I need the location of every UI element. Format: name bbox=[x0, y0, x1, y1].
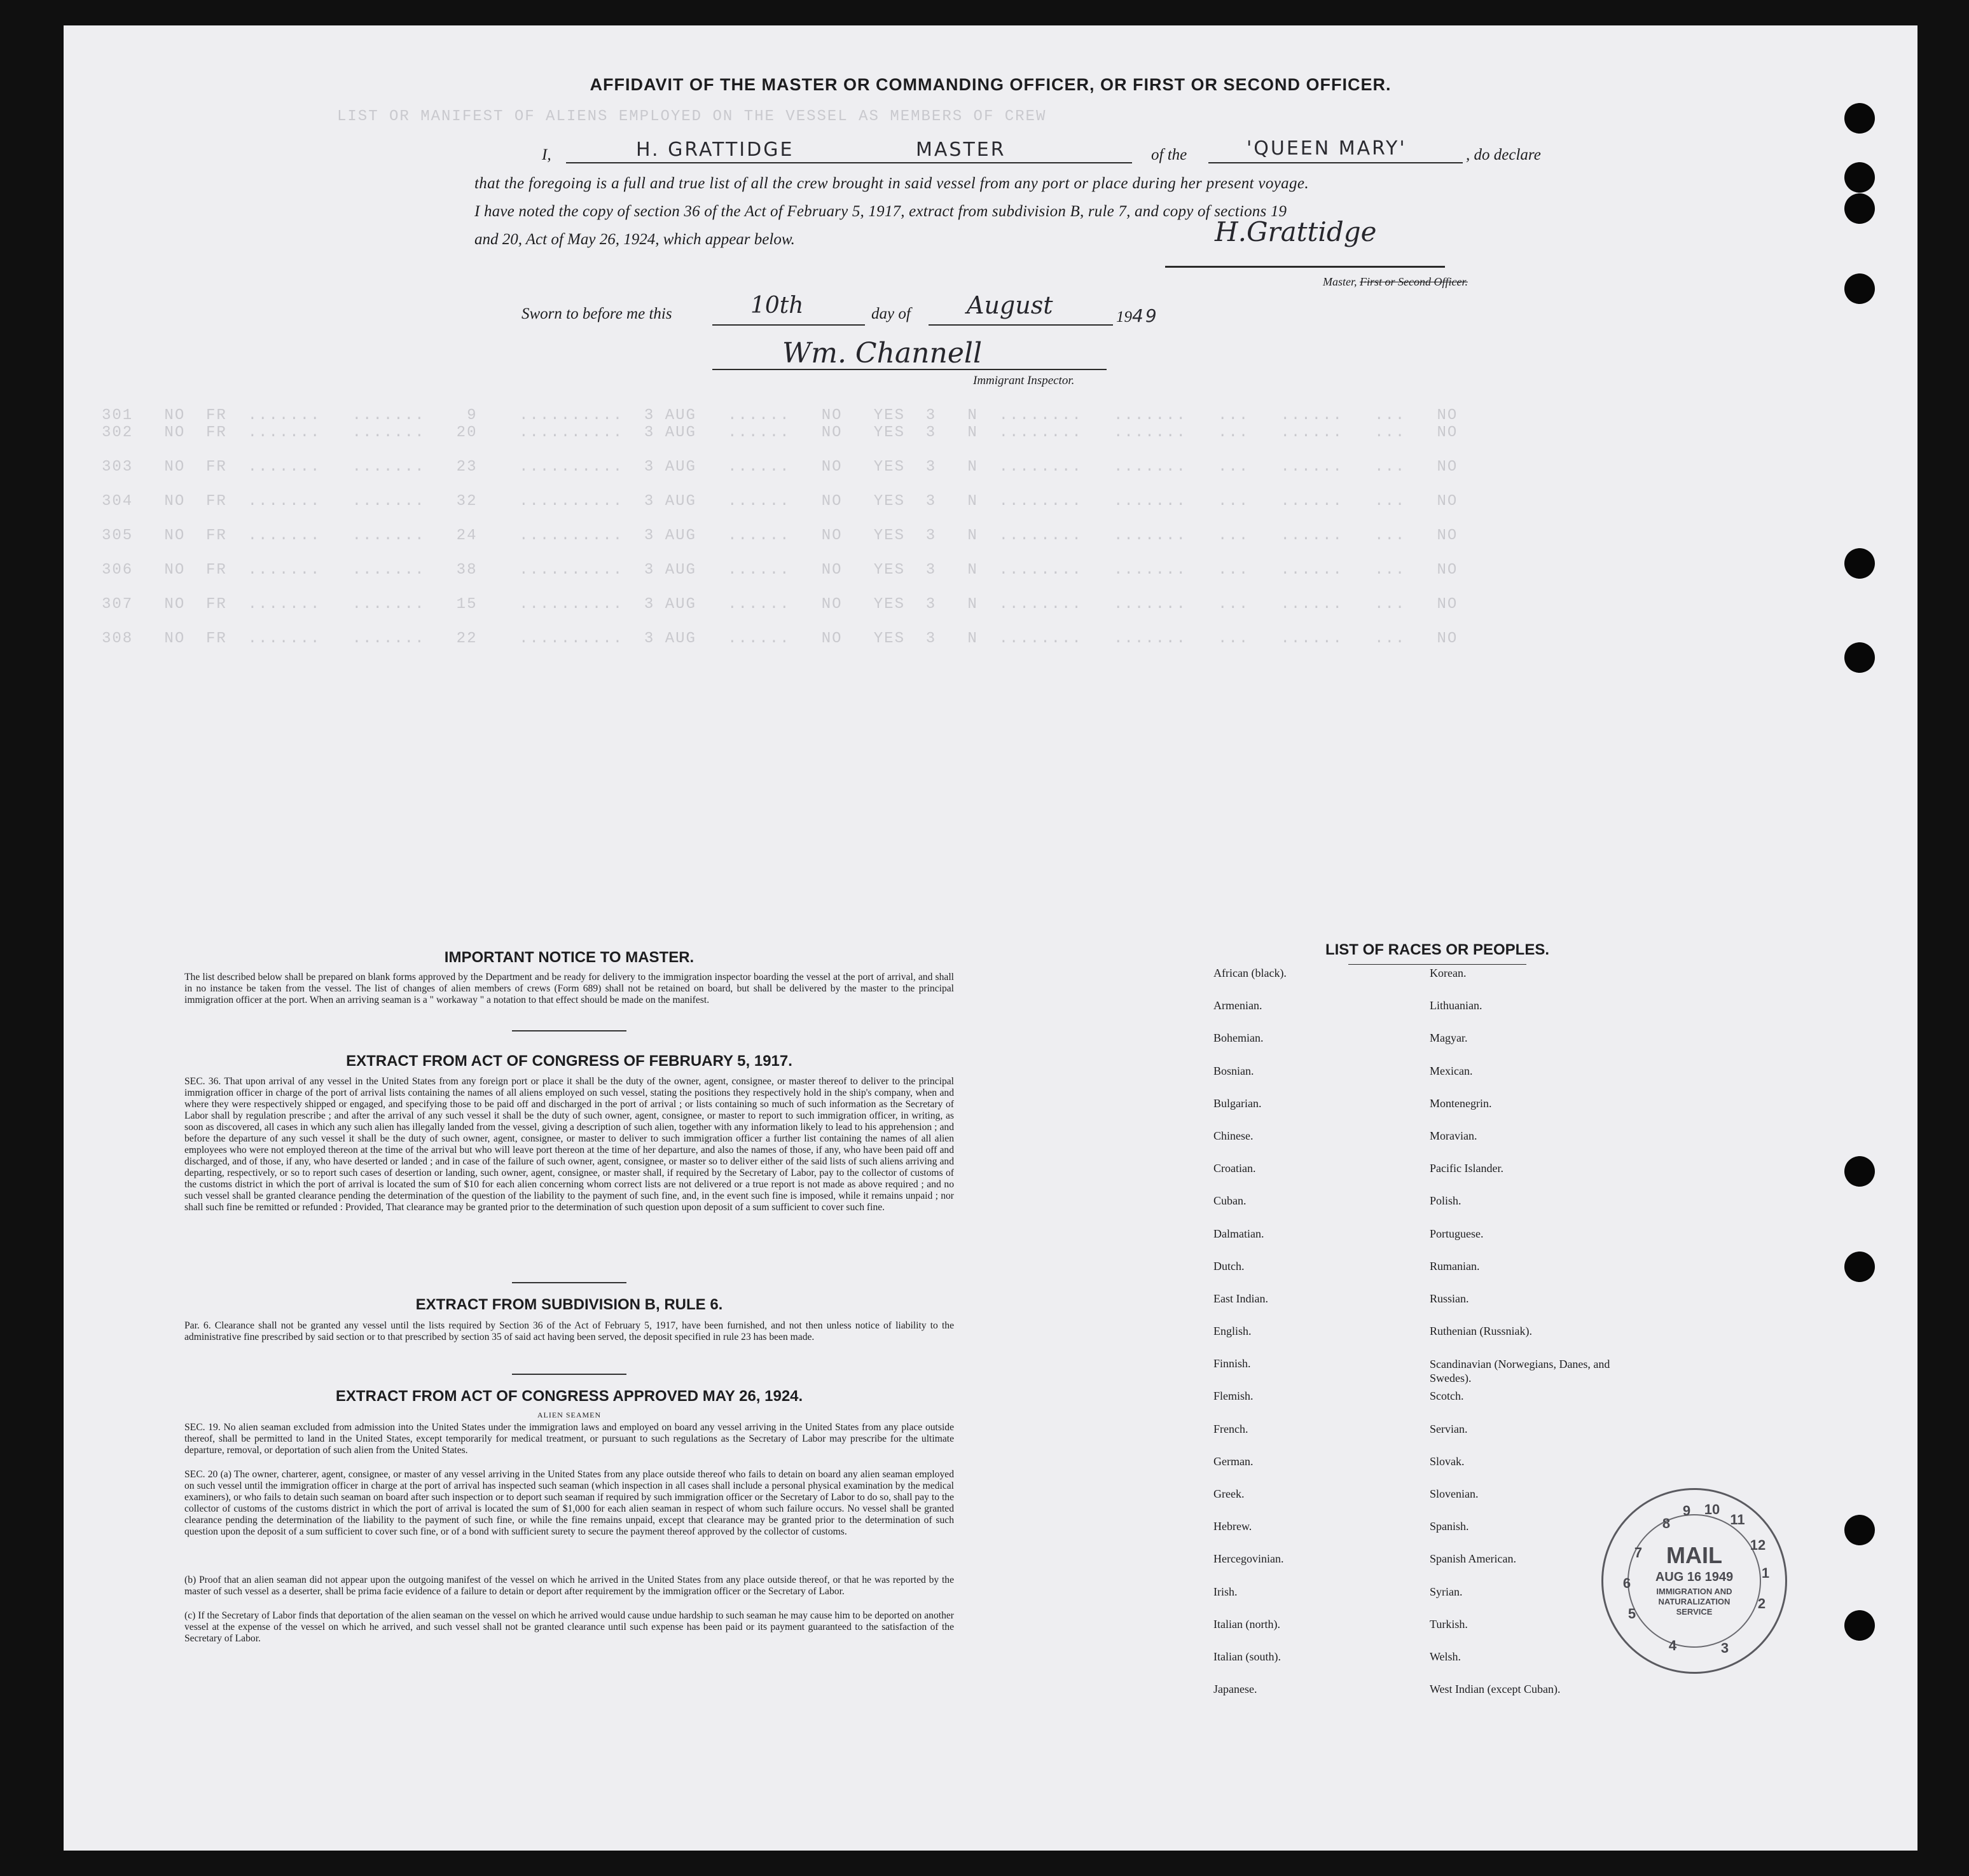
extract-1924-sec19: SEC. 19. No alien seaman excluded from admission into the United States under the immigration laws and employed on board any vessel arriving in the United States from any place outside thereof, shall be permitted to land in the United States, except temporarily for medical treatment, or pursuant to such regulations as the Secretary of Labor may prescribe for the ultimate departure, removal, or deportation of such alien from the United States. bbox=[184, 1422, 954, 1456]
race-item: Bulgarian. bbox=[1213, 1096, 1262, 1110]
stamp-number: 6 bbox=[1622, 1575, 1631, 1591]
bleed-through-rows: 301 NO FR ....... ....... 9 .......... 3 AUG ...... NO YES 3 N ........ ....... ... ...... ... NO 302 NO FR ....... ....... 20 .......... 3 AUG ...... NO YES 3 N ........ ....... ... ...... ... NO 303 NO FR ....... ....... 23 .......... 3 AUG ...... NO YES 3 N ........ ....... ... ...... ... NO 304 NO FR ....... ....... 32 .......... 3 AUG ...... NO YES 3 N ........ ....... ... ...... ... NO 305 NO FR ....... ....... 24 .......... 3 AUG ...... NO YES 3 N ........ ....... ... ...... ... NO 306 NO FR ....... ....... 38 .......... 3 AUG ...... NO YES 3 N ........ ....... ... ...... ... NO 307 NO FR ....... ....... 15 .......... 3 AUG ...... NO YES 3 N ........ ....... ... ...... ... NO 308 NO FR ....... ....... 22 .......... 3 AUG ...... NO YES 3 N ........ ....... ... ...... ... NO bbox=[102, 407, 1458, 647]
punch-hole bbox=[1844, 1252, 1875, 1282]
race-item: Spanish. bbox=[1430, 1520, 1469, 1533]
race-item: Greek. bbox=[1213, 1487, 1245, 1500]
sworn-prefix: Sworn to before me this bbox=[522, 305, 672, 322]
extract-1917-title: EXTRACT FROM ACT OF CONGRESS OF FEBRUARY 5, 1917. bbox=[346, 1052, 792, 1070]
race-item: Rumanian. bbox=[1430, 1259, 1480, 1273]
stamp-date: AUG 16 1949 bbox=[1655, 1570, 1734, 1584]
punch-hole bbox=[1844, 1610, 1875, 1641]
race-item: East Indian. bbox=[1213, 1292, 1268, 1305]
race-item: African (black). bbox=[1213, 967, 1287, 979]
alien-seamen-subhead: ALIEN SEAMEN bbox=[537, 1410, 602, 1419]
race-item: Slovenian. bbox=[1430, 1487, 1479, 1500]
race-item: Turkish. bbox=[1430, 1617, 1468, 1631]
race-item: Cuban. bbox=[1213, 1194, 1247, 1208]
extract-1924-sec20a: SEC. 20 (a) The owner, charterer, agent, consignee, or master of any vessel arriving in the United States from any place outside thereof who fails to detain on board any alien seaman employed on such vessel until the immigration officer in charge at the port of arrival has inspected such seaman (which inspection in all cases shall include a personal physical examination by the medical examiners), or who fails to detain such seaman on board after such inspection or to deport such seaman if required by such immigration officer or the Secretary of Labor to do so, shall pay to the collector of customs of the customs district in which the port of arrival is located the sum of $1,000 for each alien seaman in respect of whom such failure occurs. No vessel shall be granted clearance pending the determination of the liability to the payment of such fine, or while the fine remains unpaid, except that clearance may be granted prior to the determination of such question upon the deposit of a sum sufficient to cover such fine, or of a bond with sufficient surety to secure the payment thereof approved by the collector of customs. bbox=[184, 1469, 954, 1537]
stamp-number: 2 bbox=[1757, 1596, 1766, 1611]
race-item: Scandinavian (Norwegians, Danes, and Swedes). bbox=[1430, 1358, 1610, 1385]
punch-hole bbox=[1844, 162, 1875, 193]
race-item: Italian (south). bbox=[1213, 1650, 1281, 1663]
race-item: English. bbox=[1213, 1325, 1252, 1338]
stamp-number: 11 bbox=[1730, 1512, 1745, 1528]
name-line bbox=[566, 162, 1132, 163]
race-item: Pacific Islander. bbox=[1430, 1162, 1503, 1175]
stamp-number: 8 bbox=[1662, 1515, 1671, 1531]
sworn-month-line bbox=[929, 324, 1113, 326]
stamp-number: 3 bbox=[1720, 1640, 1729, 1656]
stamp-number: 12 bbox=[1750, 1537, 1766, 1553]
punch-hole bbox=[1844, 1515, 1875, 1545]
stamp-mail-word: MAIL bbox=[1666, 1542, 1722, 1568]
races-title-underline bbox=[1348, 964, 1526, 965]
signature-caption bbox=[1323, 275, 1468, 289]
sworn-month-handwritten: August bbox=[967, 291, 1053, 319]
master-name-handwritten: H. GRATTIDGE bbox=[636, 139, 794, 161]
sworn-day-line bbox=[712, 324, 865, 326]
race-item: Russian. bbox=[1430, 1292, 1469, 1305]
extract-rule6-text: Par. 6. Clearance shall not be granted any vessel until the lists required by Section 36 of the Act of February 5, 1917, have been furnished, and not then unless notice of liability to the administrative fine prescribed by said section or to that prescribed by section 35 of said act having been served, the deposit specified in rule 23 has been made. bbox=[184, 1320, 954, 1342]
caption-struck-officer: First or Second Officer. bbox=[1360, 275, 1468, 288]
race-item: Hercegovinian. bbox=[1213, 1552, 1284, 1566]
punch-hole bbox=[1844, 1156, 1875, 1187]
stamp-number: 5 bbox=[1627, 1606, 1636, 1622]
sworn-day-of: day of bbox=[871, 305, 911, 322]
race-item: Slovak. bbox=[1430, 1454, 1465, 1468]
stamp-number: 1 bbox=[1761, 1565, 1770, 1581]
sworn-year-handwritten: 49 bbox=[1132, 305, 1159, 326]
race-item: Dutch. bbox=[1213, 1259, 1245, 1273]
stamp-number: 9 bbox=[1682, 1503, 1691, 1519]
signature-line bbox=[1165, 266, 1445, 268]
extract-1917-text: SEC. 36. That upon arrival of any vessel in the United States from any foreign port or place it shall be the duty of the owner, agent, consignee, or master thereof to deliver to the principal immigration officer in charge of the port of arrival lists containing the names of all aliens employed on such vessel, stating the positions they respectively hold in the ship's company, when and where they were respectively shipped or engaged, and specifying those to be paid off and discharged in the port of arrival ; or lists containing so much of such information as the Secretary of Labor shall by regulation prescribe ; and after the arrival of any such vessel it shall be the duty of such owner, agent, consignee, or master to report to such immigration officer, in writing, as soon as discovered, all cases in which any such alien has illegally landed from the vessel, giving a description of such alien, together with any information likely to lead to his apprehension ; and before the departure of any such vessel it shall be the duty of such owner, agent, consignee, or master to deliver to such immigration officer a further list containing the names of all alien employees who were not employed thereon at the time of the arrival but who will leave port thereon at the time of her departure, and also the names of those, if any, who have been paid off and discharged, and of those, if any, who have deserted or landed ; and in case of the failure of such owner, agent, consignee, or master so to deliver either of the said lists of such aliens arriving and departing, respectively, or so to report such cases of desertion or landing, such owner, agent, consignee, or master shall, if required by the Secretary of Labor, pay to the collector of customs of the customs district in which the port of arrival is located the sum of $10 for each alien concerning whom correct lists are not delivered or a true report is not made as above required ; and no such vessel shall be granted clearance pending the determination of the question of the liability to the payment of such fine, and, in the event such fine is imposed, while it remains unpaid ; nor shall such fine be remitted or refunded : Provided, That clearance may be granted prior to the determination of such question upon deposit of a sum sufficient to cover such fine. bbox=[184, 1076, 954, 1213]
sworn-year-prefix: 19 bbox=[1116, 308, 1132, 326]
declaration-line-3: I have noted the copy of section 36 of the Act of February 5, 1917, extract from subdivision B, rule 7, and copy of sections 19 bbox=[474, 203, 1287, 220]
race-item: Mexican. bbox=[1430, 1064, 1473, 1077]
punch-hole bbox=[1844, 548, 1875, 579]
stamp-line-3: SERVICE bbox=[1676, 1607, 1713, 1617]
inspector-line bbox=[712, 369, 1107, 370]
race-item: Bosnian. bbox=[1213, 1064, 1254, 1077]
stamp-number: 4 bbox=[1668, 1638, 1677, 1653]
race-item: Portuguese. bbox=[1430, 1227, 1484, 1240]
stamp-line-1: IMMIGRATION AND bbox=[1656, 1587, 1732, 1596]
do-declare-label: , do declare bbox=[1466, 146, 1541, 163]
race-item: Dalmatian. bbox=[1213, 1227, 1264, 1240]
declaration-line-4: and 20, Act of May 26, 1924, which appear below. bbox=[474, 231, 795, 248]
race-item: Finnish. bbox=[1213, 1357, 1251, 1370]
race-item: Flemish. bbox=[1213, 1390, 1254, 1403]
separator bbox=[512, 1374, 626, 1375]
race-item: Spanish American. bbox=[1430, 1552, 1516, 1566]
race-item: Croatian. bbox=[1213, 1162, 1256, 1175]
race-item: Polish. bbox=[1430, 1194, 1461, 1208]
races-list bbox=[1213, 967, 1659, 1715]
extract-1924-sec20b: (b) Proof that an alien seaman did not appear upon the outgoing manifest of the vessel on which he arrived in the United States from any place outside thereof, or that he was reported by the master of such vessel as a deserter, shall be prima facie evidence of a failure to detain or deport after requirement by the immigration officer or the Secretary of Labor. bbox=[184, 1575, 954, 1597]
declaration-line-2: that the foregoing is a full and true list of all the crew brought in said vessel from any port or place during her present voyage. bbox=[474, 175, 1309, 192]
race-item: Servian. bbox=[1430, 1422, 1468, 1435]
punch-hole bbox=[1844, 193, 1875, 224]
race-item: Japanese. bbox=[1213, 1683, 1257, 1696]
race-item: Syrian. bbox=[1430, 1585, 1463, 1598]
race-item: Scotch. bbox=[1430, 1390, 1464, 1403]
stamp-number: 10 bbox=[1704, 1501, 1720, 1517]
race-item: Chinese. bbox=[1213, 1129, 1254, 1142]
race-item: Korean. bbox=[1430, 967, 1467, 979]
race-item: West Indian (except Cuban). bbox=[1430, 1683, 1561, 1696]
race-item: Bohemian. bbox=[1213, 1031, 1264, 1045]
of-the-label: of the bbox=[1151, 146, 1187, 163]
stamp-line-2: NATURALIZATION bbox=[1658, 1597, 1731, 1606]
race-item: Armenian. bbox=[1213, 999, 1262, 1012]
race-item: Lithuanian. bbox=[1430, 999, 1482, 1012]
extract-1924-sec20c: (c) If the Secretary of Labor finds that deportation of the alien seaman on the vessel on which he arrived would cause undue hardship to such seaman he may cause him to be deported on another vessel at the expense of the vessel on which he arrived, and such vessel shall not be granted clearance until such expense has been paid or its payment guaranteed to the satisfaction of the Secretary of Labor. bbox=[184, 1610, 954, 1644]
bleed-through-header: LIST OR MANIFEST OF ALIENS EMPLOYED ON THE VESSEL AS MEMBERS OF CREW bbox=[337, 108, 1047, 125]
manifest-sheet bbox=[64, 25, 1917, 1851]
declaration-i-label: I, bbox=[542, 146, 551, 163]
race-item: Italian (north). bbox=[1213, 1617, 1280, 1631]
affidavit-title: AFFIDAVIT OF THE MASTER OR COMMANDING OFFICER, OR FIRST OR SECOND OFFICER. bbox=[590, 75, 1392, 94]
race-item: Magyar. bbox=[1430, 1031, 1468, 1045]
punch-hole bbox=[1844, 642, 1875, 673]
race-item: Hebrew. bbox=[1213, 1520, 1252, 1533]
vessel-name-handwritten: 'QUEEN MARY' bbox=[1247, 137, 1407, 160]
race-item: Welsh. bbox=[1430, 1650, 1461, 1663]
notice-text: The list described below shall be prepared on blank forms approved by the Department and be ready for delivery to the immigration inspector boarding the vessel at the port of arrival, and shall in no instance be taken from the vessel. The list of changes of alien members of crews (Form 689) shall not be retained on board, but shall be delivered by the master to the principal immigration officer at the port. When an arriving seaman is a " workaway " a notation to that effect should be made on the manifest. bbox=[184, 972, 954, 1005]
rank-handwritten: MASTER bbox=[916, 139, 1006, 161]
race-item: Montenegrin. bbox=[1430, 1096, 1492, 1110]
caption-master: Master, bbox=[1323, 275, 1357, 288]
race-item: French. bbox=[1213, 1422, 1248, 1435]
separator bbox=[512, 1282, 626, 1283]
inspector-signature: Wm. Channell bbox=[782, 337, 983, 369]
sworn-year bbox=[1116, 305, 1159, 326]
extract-1924-title: EXTRACT FROM ACT OF CONGRESS APPROVED MAY 26, 1924. bbox=[335, 1388, 803, 1405]
race-item: Ruthenian (Russniak). bbox=[1430, 1325, 1532, 1338]
races-title: LIST OF RACES OR PEOPLES. bbox=[1325, 941, 1550, 958]
mail-received-stamp bbox=[1601, 1488, 1787, 1674]
separator bbox=[512, 1030, 626, 1031]
inspector-caption: Immigrant Inspector. bbox=[973, 374, 1075, 387]
extract-rule6-title: EXTRACT FROM SUBDIVISION B, RULE 6. bbox=[415, 1296, 723, 1313]
vessel-line bbox=[1208, 162, 1463, 163]
race-item: Irish. bbox=[1213, 1585, 1238, 1598]
race-item: Moravian. bbox=[1430, 1129, 1477, 1142]
punch-hole bbox=[1844, 273, 1875, 304]
sworn-day-handwritten: 10th bbox=[750, 293, 804, 319]
race-item: German. bbox=[1213, 1454, 1254, 1468]
master-signature: H.Grattidge bbox=[1215, 216, 1377, 247]
punch-hole bbox=[1844, 103, 1875, 134]
notice-title: IMPORTANT NOTICE TO MASTER. bbox=[444, 949, 694, 966]
stamp-number: 7 bbox=[1634, 1545, 1643, 1561]
